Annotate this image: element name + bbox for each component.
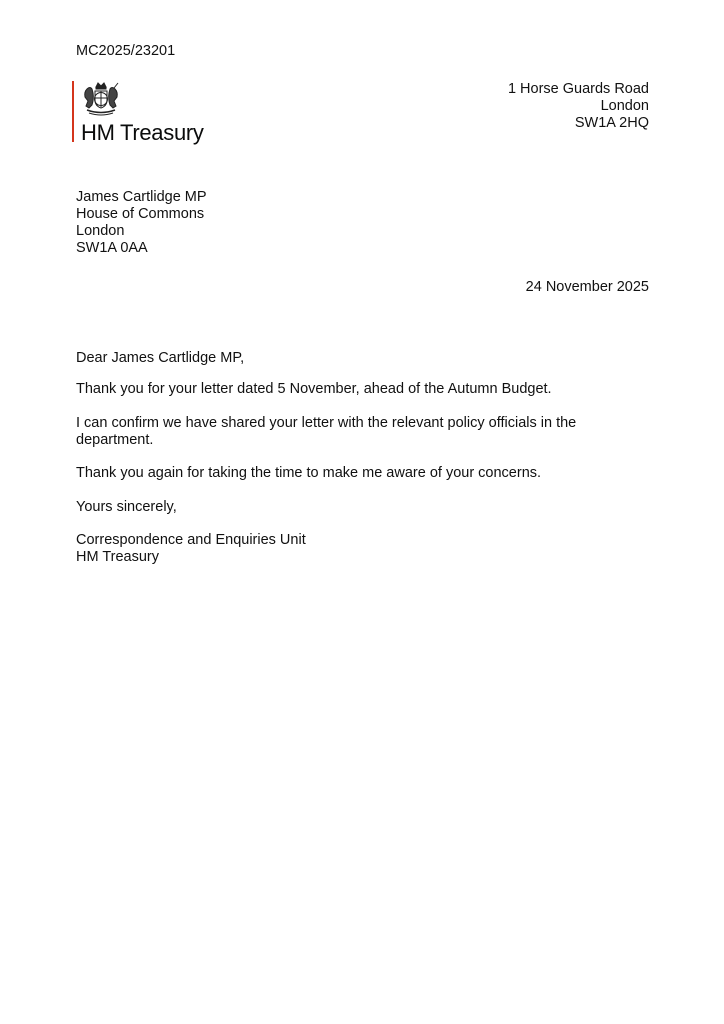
reference-number: MC2025/23201 (76, 43, 176, 59)
signature-line: Correspondence and Enquiries Unit (76, 532, 306, 548)
signature-line: HM Treasury (76, 549, 159, 565)
sender-address (508, 81, 649, 132)
recipient-address-line: London (76, 223, 125, 239)
sender-address-line: 1 Horse Guards Road (507, 81, 649, 97)
closing: Yours sincerely, (76, 499, 177, 515)
logo-wordmark: HM Treasury (81, 120, 204, 145)
letter-date: 24 November 2025 (525, 279, 649, 295)
recipient-address-line: SW1A 0AA (76, 240, 148, 256)
salutation: Dear James Cartlidge MP, (76, 350, 245, 366)
royal-coat-of-arms-icon (81, 81, 121, 118)
body-paragraph: Thank you for your letter dated 5 November, ahead of the Autumn Budget. (76, 381, 552, 397)
recipient-address-line: House of Commons (76, 206, 205, 222)
logo-red-rule (72, 81, 74, 142)
paragraph-line: department. (76, 432, 154, 448)
body-paragraph (76, 415, 636, 449)
paragraph-line: I can confirm we have shared your letter with the relevant policy officials in the (76, 415, 577, 431)
hm-treasury-logo (72, 81, 222, 147)
body-paragraph: Thank you again for taking the time to make me aware of your concerns. (76, 465, 542, 481)
sender-address-line: SW1A 2HQ (574, 115, 649, 131)
sender-address-line: London (600, 98, 649, 114)
recipient-address (76, 189, 207, 257)
signature-block (76, 532, 636, 566)
recipient-address-line: James Cartlidge MP (76, 189, 207, 205)
